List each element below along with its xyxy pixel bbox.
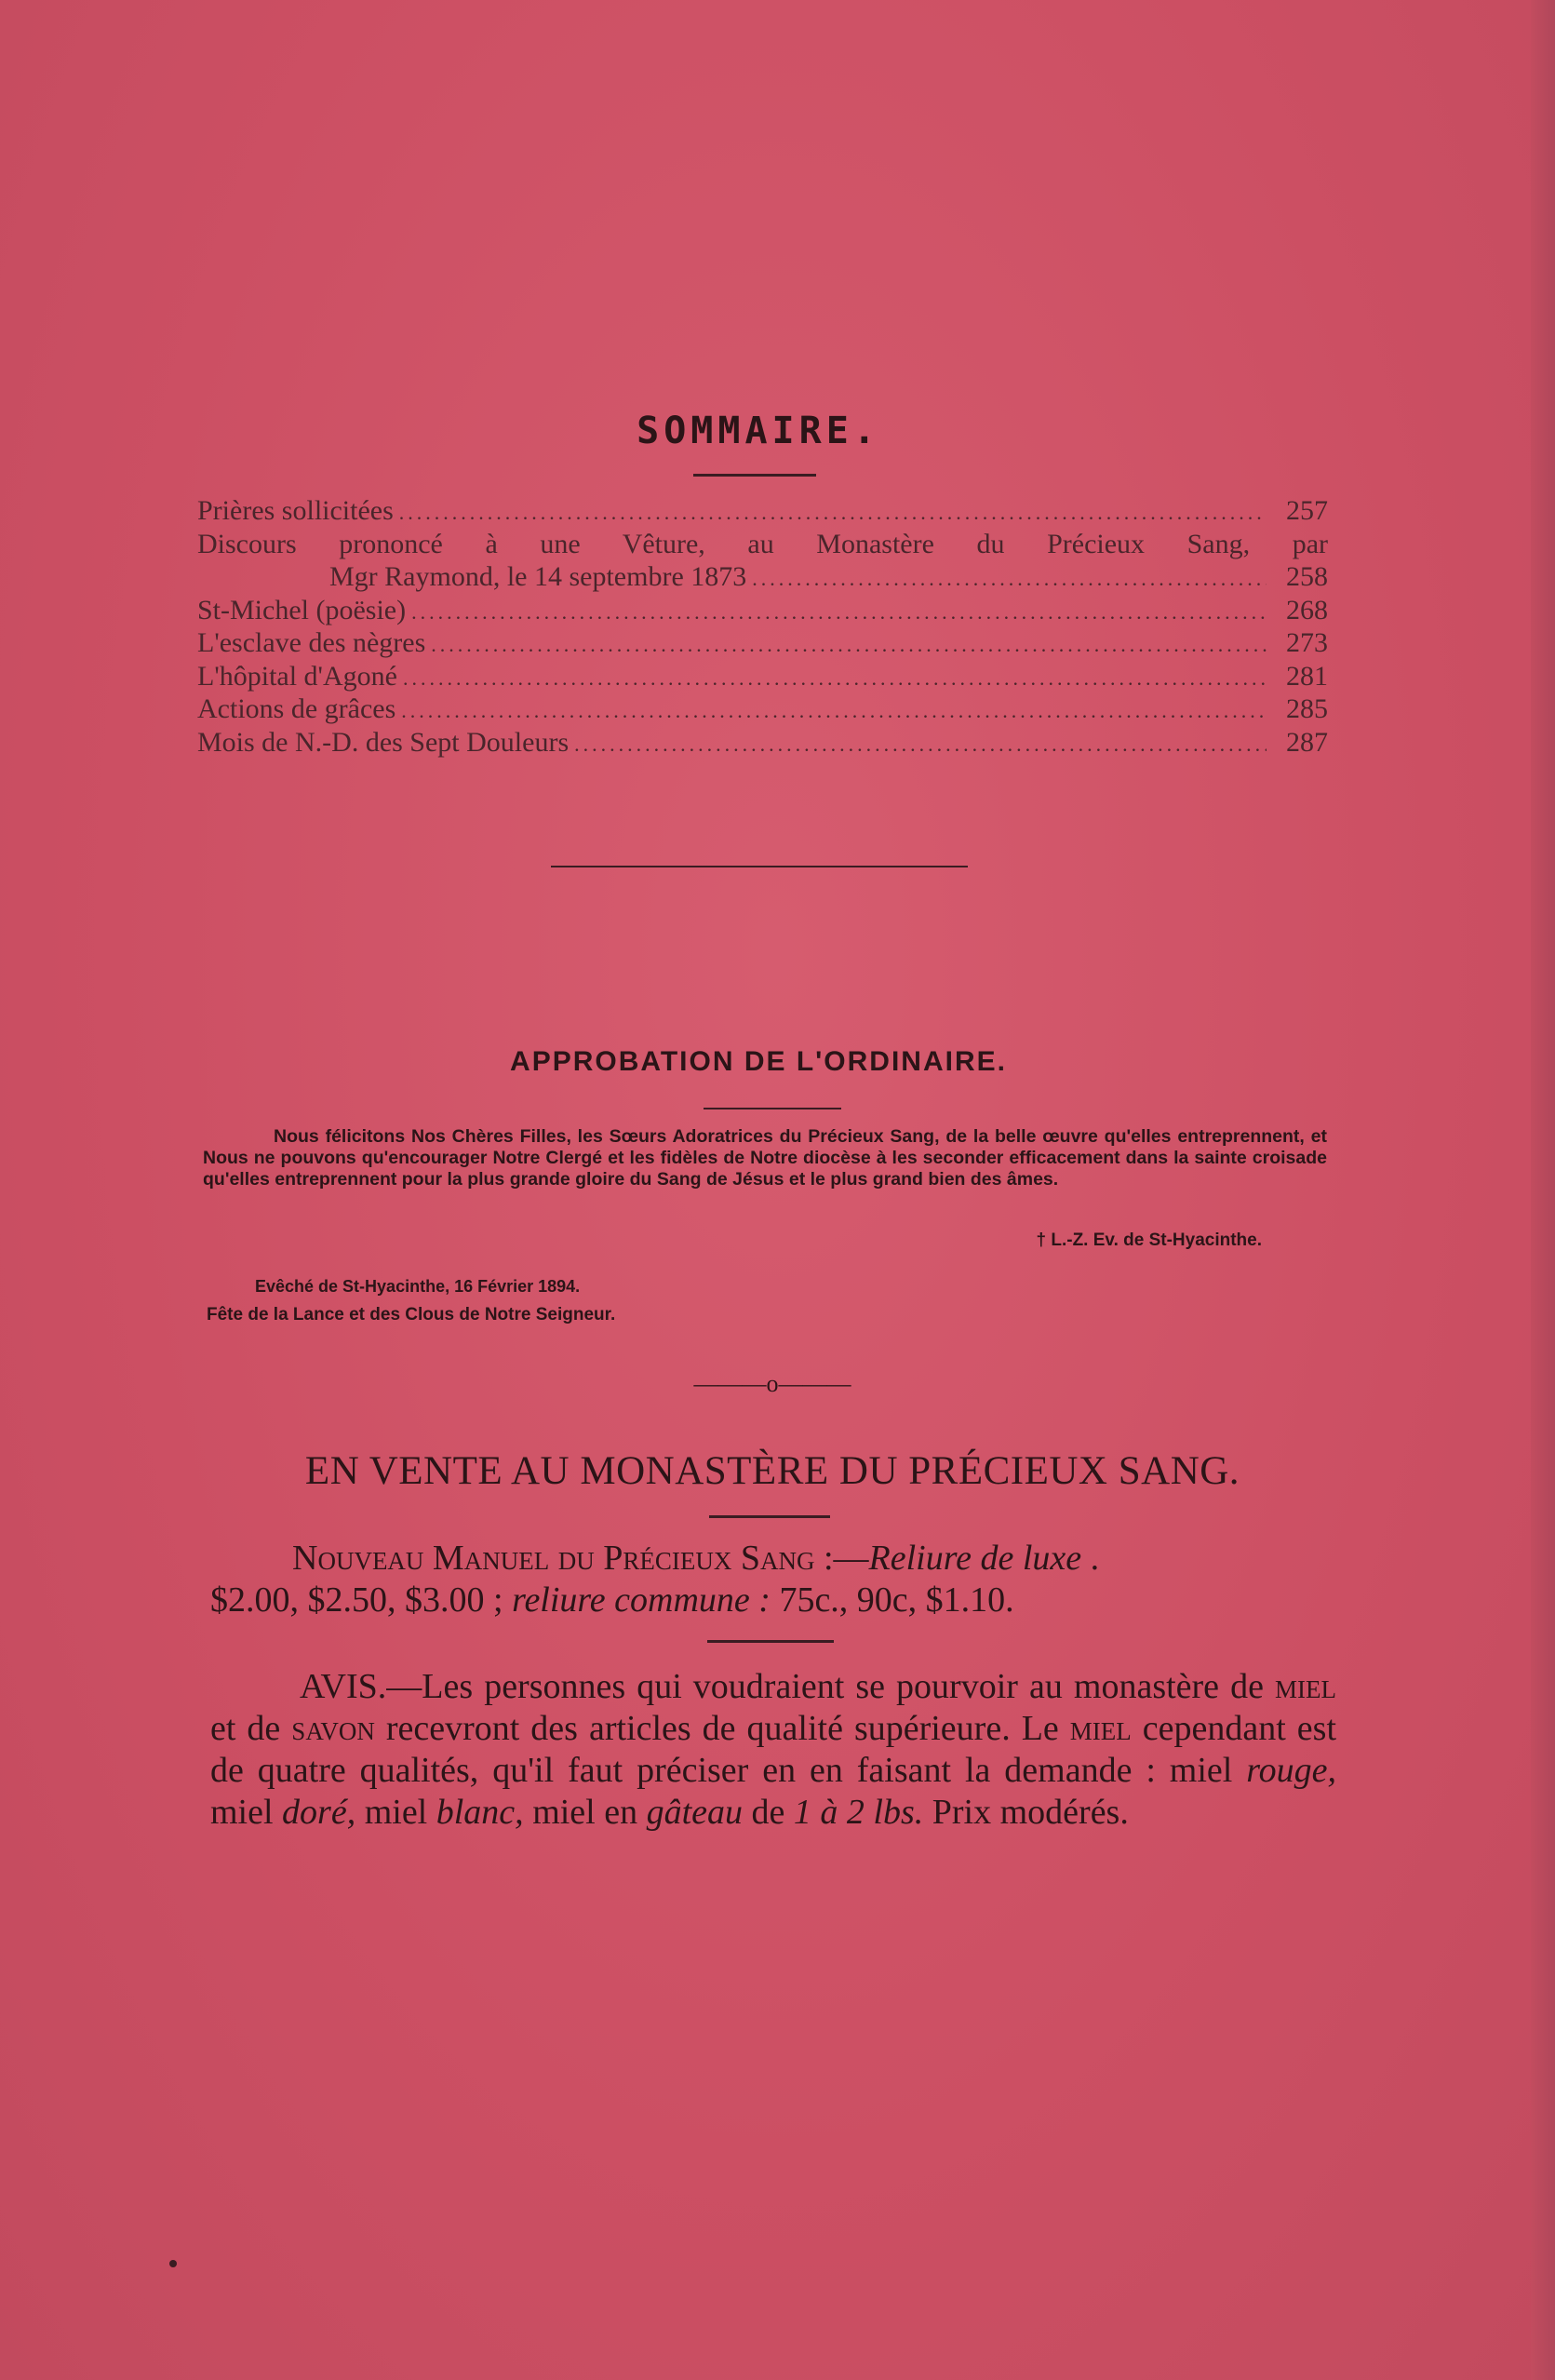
approbation-text: Nous félicitons Nos Chères Filles, les Sœurs Adoratrices du Précieux Sang, de la belle œuvre qu'elles entreprennent, et Nous ne pouvons qu'encourager Notre Clergé et les fidèles de Notre diocèse à les seconder efficacement dans la sainte croisade qu'elles entreprennent pour la plus grande gloire du Sang de Jésus et le plus grand bien des âmes. xyxy=(203,1126,1327,1190)
dot-leader xyxy=(399,501,1267,525)
manuel-commune: reliure commune : xyxy=(512,1580,771,1620)
approbation-underline xyxy=(704,1108,841,1109)
avis-miel-a: miel xyxy=(210,1793,283,1832)
en-vente-underline xyxy=(709,1515,830,1518)
manuel-luxe-after: . xyxy=(1081,1539,1100,1578)
dot-leader xyxy=(574,733,1267,757)
toc-entry xyxy=(197,627,1328,661)
toc-entry-title: Prières sollicitées xyxy=(197,495,394,526)
section-divider xyxy=(551,866,968,867)
sommaire-title: SOMMAIRE. xyxy=(637,410,880,452)
manuel-luxe: Reliure de luxe xyxy=(868,1539,1082,1578)
table-of-contents xyxy=(197,495,1328,760)
ornament-separator: ———o——— xyxy=(693,1370,851,1397)
title-underline xyxy=(693,474,816,477)
page-edge xyxy=(1531,0,1555,2380)
toc-entry-title-line1: Discours prononcé à une Vêture, au Monastère du Précieux Sang, par xyxy=(197,528,1328,559)
paper-speck xyxy=(169,2260,177,2267)
toc-entry-page: 268 xyxy=(1286,594,1328,625)
manuel-prices-commune: 75c., 90c, $1.10. xyxy=(770,1580,1014,1620)
avis-gateau: gâteau xyxy=(646,1793,744,1832)
toc-entry-title: Mois de N.-D. des Sept Douleurs xyxy=(197,726,570,758)
toc-entry-page: 287 xyxy=(1286,726,1328,758)
toc-entry xyxy=(197,661,1328,694)
avis-miel-en: miel en xyxy=(523,1793,647,1832)
avis-lead: AVIS.—Les personnes qui voudraient se pourvoir au monastère de xyxy=(300,1667,1276,1706)
toc-entry-page: 281 xyxy=(1286,660,1328,692)
approbation-title: APPROBATION DE L'ORDINAIRE. xyxy=(510,1046,1007,1077)
avis-miel2: miel xyxy=(1069,1709,1132,1748)
dot-leader xyxy=(411,600,1267,625)
avis-rouge: rouge, xyxy=(1246,1751,1336,1790)
manuel-underline xyxy=(707,1640,834,1643)
toc-entry-title: Actions de grâces xyxy=(197,693,396,724)
manuel-name: Nouveau Manuel du Précieux Sang xyxy=(292,1539,815,1578)
avis-mid2: cependant est de quatre qualités, qu'il faut préciser en en faisant la demande : miel xyxy=(210,1709,1337,1790)
dot-leader xyxy=(401,699,1267,723)
toc-entry xyxy=(197,727,1328,760)
avis-mid: recevront des articles de qualité supérieure. Le xyxy=(374,1709,1070,1748)
toc-entry xyxy=(197,595,1328,628)
avis-dore: doré, xyxy=(282,1793,356,1832)
toc-entry xyxy=(197,495,1328,529)
avis-et-de: et de xyxy=(210,1709,292,1748)
manuel-prices: $2.00, $2.50, $3.00 ; xyxy=(210,1580,513,1620)
avis-blanc: blanc, xyxy=(436,1793,524,1832)
avis-prix: Prix modérés. xyxy=(923,1793,1129,1832)
toc-entry-page: 285 xyxy=(1286,693,1328,724)
toc-entry-page: 258 xyxy=(1286,561,1328,592)
dot-leader xyxy=(752,567,1267,591)
en-vente-title: EN VENTE AU MONASTÈRE DU PRÉCIEUX SANG. xyxy=(304,1449,1240,1493)
manuel-paragraph xyxy=(210,1538,1336,1621)
avis-de: de xyxy=(743,1793,794,1832)
approbation-signature: † L.-Z. Ev. de St-Hyacinthe. xyxy=(1036,1230,1262,1250)
toc-entry-page: 273 xyxy=(1286,627,1328,658)
avis-savon: savon xyxy=(291,1709,375,1748)
toc-entry xyxy=(197,529,1328,595)
toc-entry xyxy=(197,693,1328,727)
avis-lbs: 1 à 2 lbs. xyxy=(793,1793,924,1832)
toc-entry-title: St-Michel (poësie) xyxy=(197,594,407,625)
manuel-sep: :— xyxy=(814,1539,869,1578)
toc-entry-title: L'hôpital d'Agoné xyxy=(197,660,397,692)
toc-entry-title: L'esclave des nègres xyxy=(197,627,426,658)
avis-paragraph xyxy=(210,1666,1336,1834)
avis-miel: miel xyxy=(1275,1667,1336,1706)
dot-leader xyxy=(403,666,1267,691)
dot-leader xyxy=(431,633,1267,657)
toc-entry-title-line2: Mgr Raymond, le 14 septembre 1873 xyxy=(329,561,747,592)
toc-entry-page: 257 xyxy=(1286,495,1328,526)
avis-miel-b: miel xyxy=(355,1793,436,1832)
approbation-feast: Fête de la Lance et des Clous de Notre Seigneur. xyxy=(207,1305,616,1324)
approbation-place-date: Evêché de St-Hyacinthe, 16 Février 1894. xyxy=(255,1277,581,1296)
